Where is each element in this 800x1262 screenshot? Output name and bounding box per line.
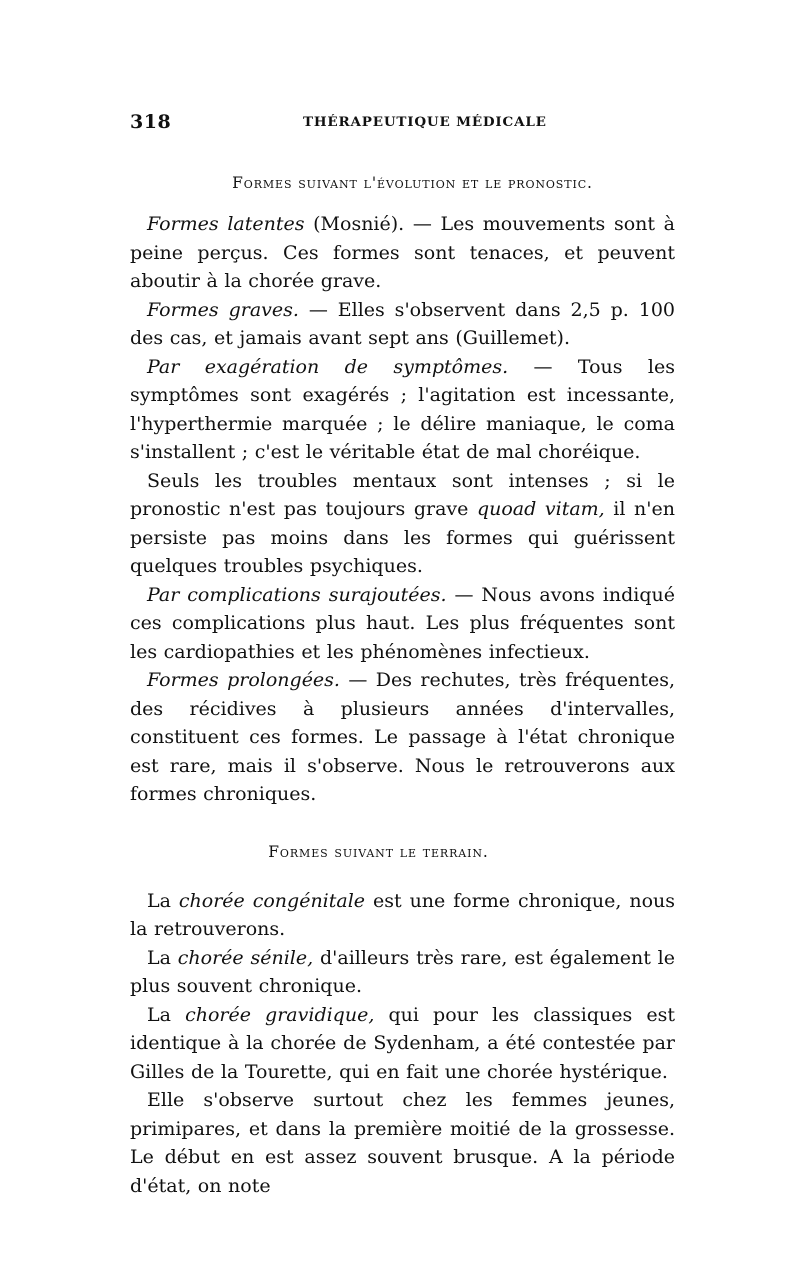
paragraph-text: d'ailleurs très rare, est également le plus souvent chronique. [130, 946, 676, 997]
paragraph-pre: La [147, 1003, 186, 1026]
paragraph-text: qui pour les classiques est identique à la chorée de Sydenham, a été contestée par Gilles de la Tourette, qui en fait une chorée hystérique. [130, 1003, 676, 1083]
paragraph-inline-italic: chorée gravidique, [185, 1003, 375, 1026]
running-title: THÉRAPEUTIQUE MÉDICALE [303, 114, 547, 130]
paragraph-text: — Tous les symptômes sont exagérés ; l'agitation est incessante, l'hyperthermie marquée ; le délire maniaque, le coma s'installent ; c'est le véritable état de mal choréique. [130, 355, 675, 463]
page-number: 318 [130, 111, 172, 133]
paragraph-choree-gravidique [130, 1001, 675, 1087]
section-heading-evolution: Formes suivant l'évolution et le pronostic. [232, 174, 593, 192]
paragraph-inline-italic: chorée congénitale [178, 889, 366, 912]
paragraph-pre: Elle s'observe surtout chez les femmes jeunes, primipares, et dans la première moitié de la grossesse. Le début en est assez souvent brusque. A la période d'état, on note [130, 1089, 675, 1197]
paragraph-lead-italic: Formes latentes [147, 213, 305, 235]
paragraph-pre: La [147, 946, 178, 969]
paragraph-text: est une forme chronique, nous la retrouverons. [130, 889, 675, 940]
paragraph-lead-italic: Par exagération de symptômes. [147, 355, 509, 378]
paragraph-text: — Des rechutes, très fréquentes, des récidives à plusieurs années d'intervalles, constituent ces formes. Le passage à l'état chronique est rare, mais il s'observe. Nous le retrouverons aux formes chroniques. [130, 669, 675, 805]
running-head [130, 111, 675, 141]
paragraph-text: il n'en persiste pas moins dans les formes qui guérissent quelques troubles psychiques. [130, 498, 675, 577]
paragraph-femmes-jeunes [130, 1086, 675, 1200]
paragraph-text: (Mosnié). — Les mouvements sont à peine perçus. Ces formes sont tenaces, et peuvent aboutir à la chorée grave. [130, 213, 675, 292]
paragraph-pre: Seuls les troubles mentaux sont intenses ; si le pronostic n'est pas toujours grave [130, 469, 675, 520]
paragraph-inline-italic: chorée sénile, [177, 946, 314, 969]
paragraph-troubles-mentaux [130, 467, 675, 581]
section-heading-terrain: Formes suivant le terrain. [268, 842, 489, 861]
paragraph-text: — Nous avons indiqué ces complications plus haut. Les plus fréquentes sont les cardiopathies et les phénomènes infectieux. [130, 583, 675, 663]
paragraph-lead-italic: Par complications surajoutées. [147, 583, 447, 606]
paragraph-lead-italic: Formes prolongées. [147, 669, 340, 691]
paragraph-choree-congenitale [130, 887, 675, 944]
paragraph-pre: La [147, 889, 179, 912]
paragraph-complications [130, 581, 675, 667]
paragraph-formes-graves [130, 296, 675, 353]
paragraph-formes-latentes [130, 210, 675, 296]
paragraph-choree-senile [130, 944, 675, 1001]
paragraph-inline-italic: quoad vitam, [476, 498, 605, 520]
body-text [130, 170, 675, 1200]
paragraph-formes-prolongees [130, 666, 675, 809]
paragraph-exageration [130, 353, 675, 467]
paragraph-text: — Elles s'observent dans 2,5 p. 100 des cas, et jamais avant sept ans (Guillemet). [130, 298, 675, 349]
paragraph-lead-italic: Formes graves. [147, 298, 299, 321]
